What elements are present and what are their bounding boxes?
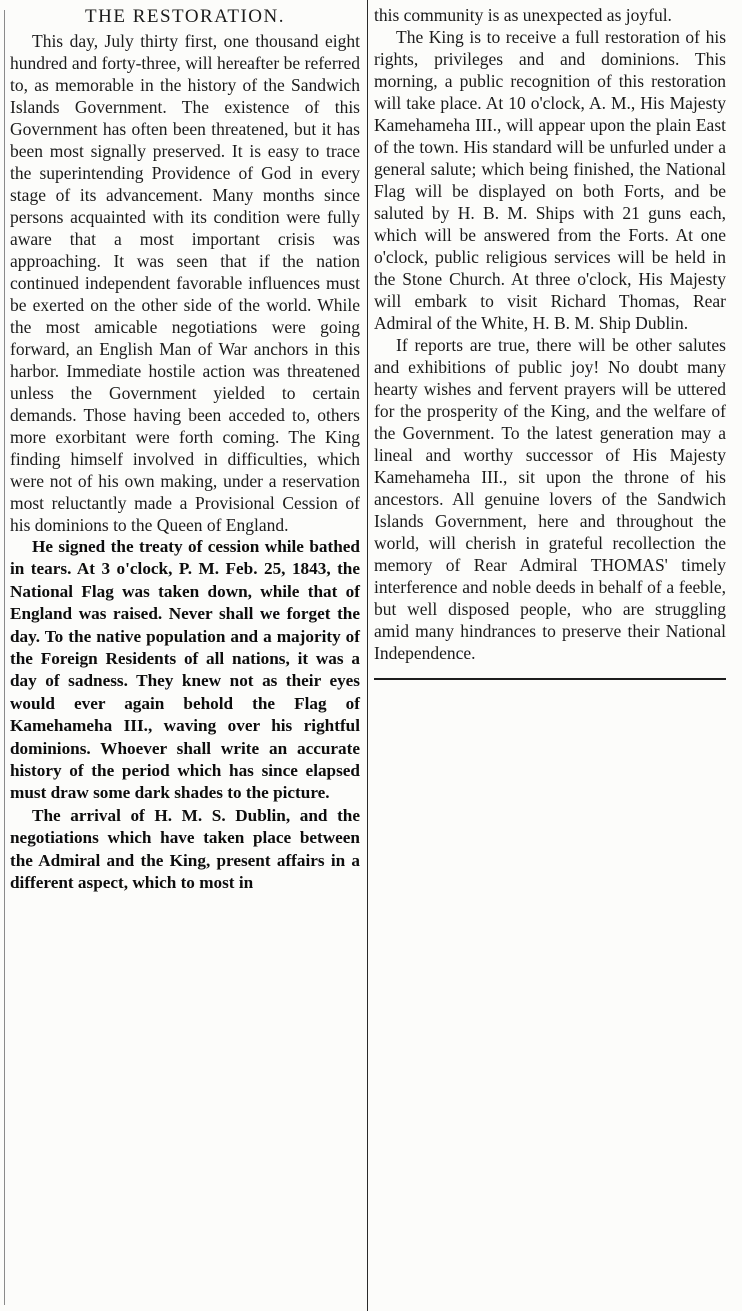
- left-margin-rule: [4, 10, 5, 1305]
- paragraph-ceremony-schedule: The King is to receive a full restoration of his rights, privileges and and dominions. This morning, a public recognition of this restoration will take place. At 10 o'clock, A. M., His Majesty Kamehameha III., will appear upon the plain East of the town. His standard will be unfurled under a general salute; which being finished, the National Flag will be displayed on both Forts, and be saluted by H. B. M. Ships with 21 guns each, which will be answered from the Forts. At one o'clock, public religious services will be held in the Stone Church. At three o'clock, His Majesty will embark to visit Richard Thomas, Rear Admiral of the White, H. B. M. Ship Dublin.: [374, 27, 726, 333]
- paragraph-treaty: He signed the treaty of cession while bathed in tears. At 3 o'clock, P. M. Feb. 25, 1843, the National Flag was taken down, while that of England was raised. Never shall we forget the day. To the native population and a majority of the Foreign Residents of all nations, it was a day of sadness. They knew not as their eyes would ever again behold the Flag of Kamehameha III., waving over his rightful dominions. Whoever shall write an accurate history of the period which has since elapsed must draw some dark shades to the picture.: [10, 537, 360, 803]
- article-end-rule: [374, 678, 726, 680]
- paragraph-opening: This day, July thirty first, one thousand eight hundred and forty-three, will hereafter be referred to, as memorable in the history of the Sandwich Islands Government. The existence of this Government has often been threatened, but it has been most signally preserved. It is easy to trace the superintending Providence of God in every stage of its advancement. Many months since persons acquainted with its condition were fully aware that a most important crisis was approaching. It was seen that if the nation continued independent favorable influences must be exerted on the other side of the world. While the most amicable negotiations were going forward, an English Man of War anchors in this harbor. Immediate hostile action was threatened unless the Government yielded to certain demands. Those having been acceded to, others more exorbitant were forth coming. The King finding himself involved in difficulties, which were not of his own making, under a reservation most reluctantly made a Provisional Cession of his dominions to the Queen of England.: [10, 31, 360, 535]
- paragraph-public-joy: If reports are true, there will be other salutes and exhibitions of public joy! No doubt many hearty wishes and fervent prayers will be uttered for the prosperity of the King, and the welfare of the Government. To the latest generation may a lineal and worthy successor of His Majesty Kamehameha III., sit upon the throne of his ancestors. All genuine lovers of the Sandwich Islands Government, here and throughout the world, will cherish in grateful recollection the memory of Rear Admiral THOMAS' timely interference and noble deeds in behalf of a feeble, but well disposed people, who are struggling amid many hindrances to preserve their National Independence.: [374, 335, 726, 663]
- article-title: THE RESTORATION.: [85, 6, 285, 27]
- left-column: [10, 4, 360, 895]
- paragraph-dublin-arrival: The arrival of H. M. S. Dublin, and the negotiations which have taken place between the Admiral and the King, present affairs in a different aspect, which to most in: [10, 805, 360, 893]
- column-divider: [367, 0, 368, 1311]
- paragraph-continuation: this community is as unexpected as joyful.: [374, 5, 672, 25]
- right-column: [374, 4, 726, 664]
